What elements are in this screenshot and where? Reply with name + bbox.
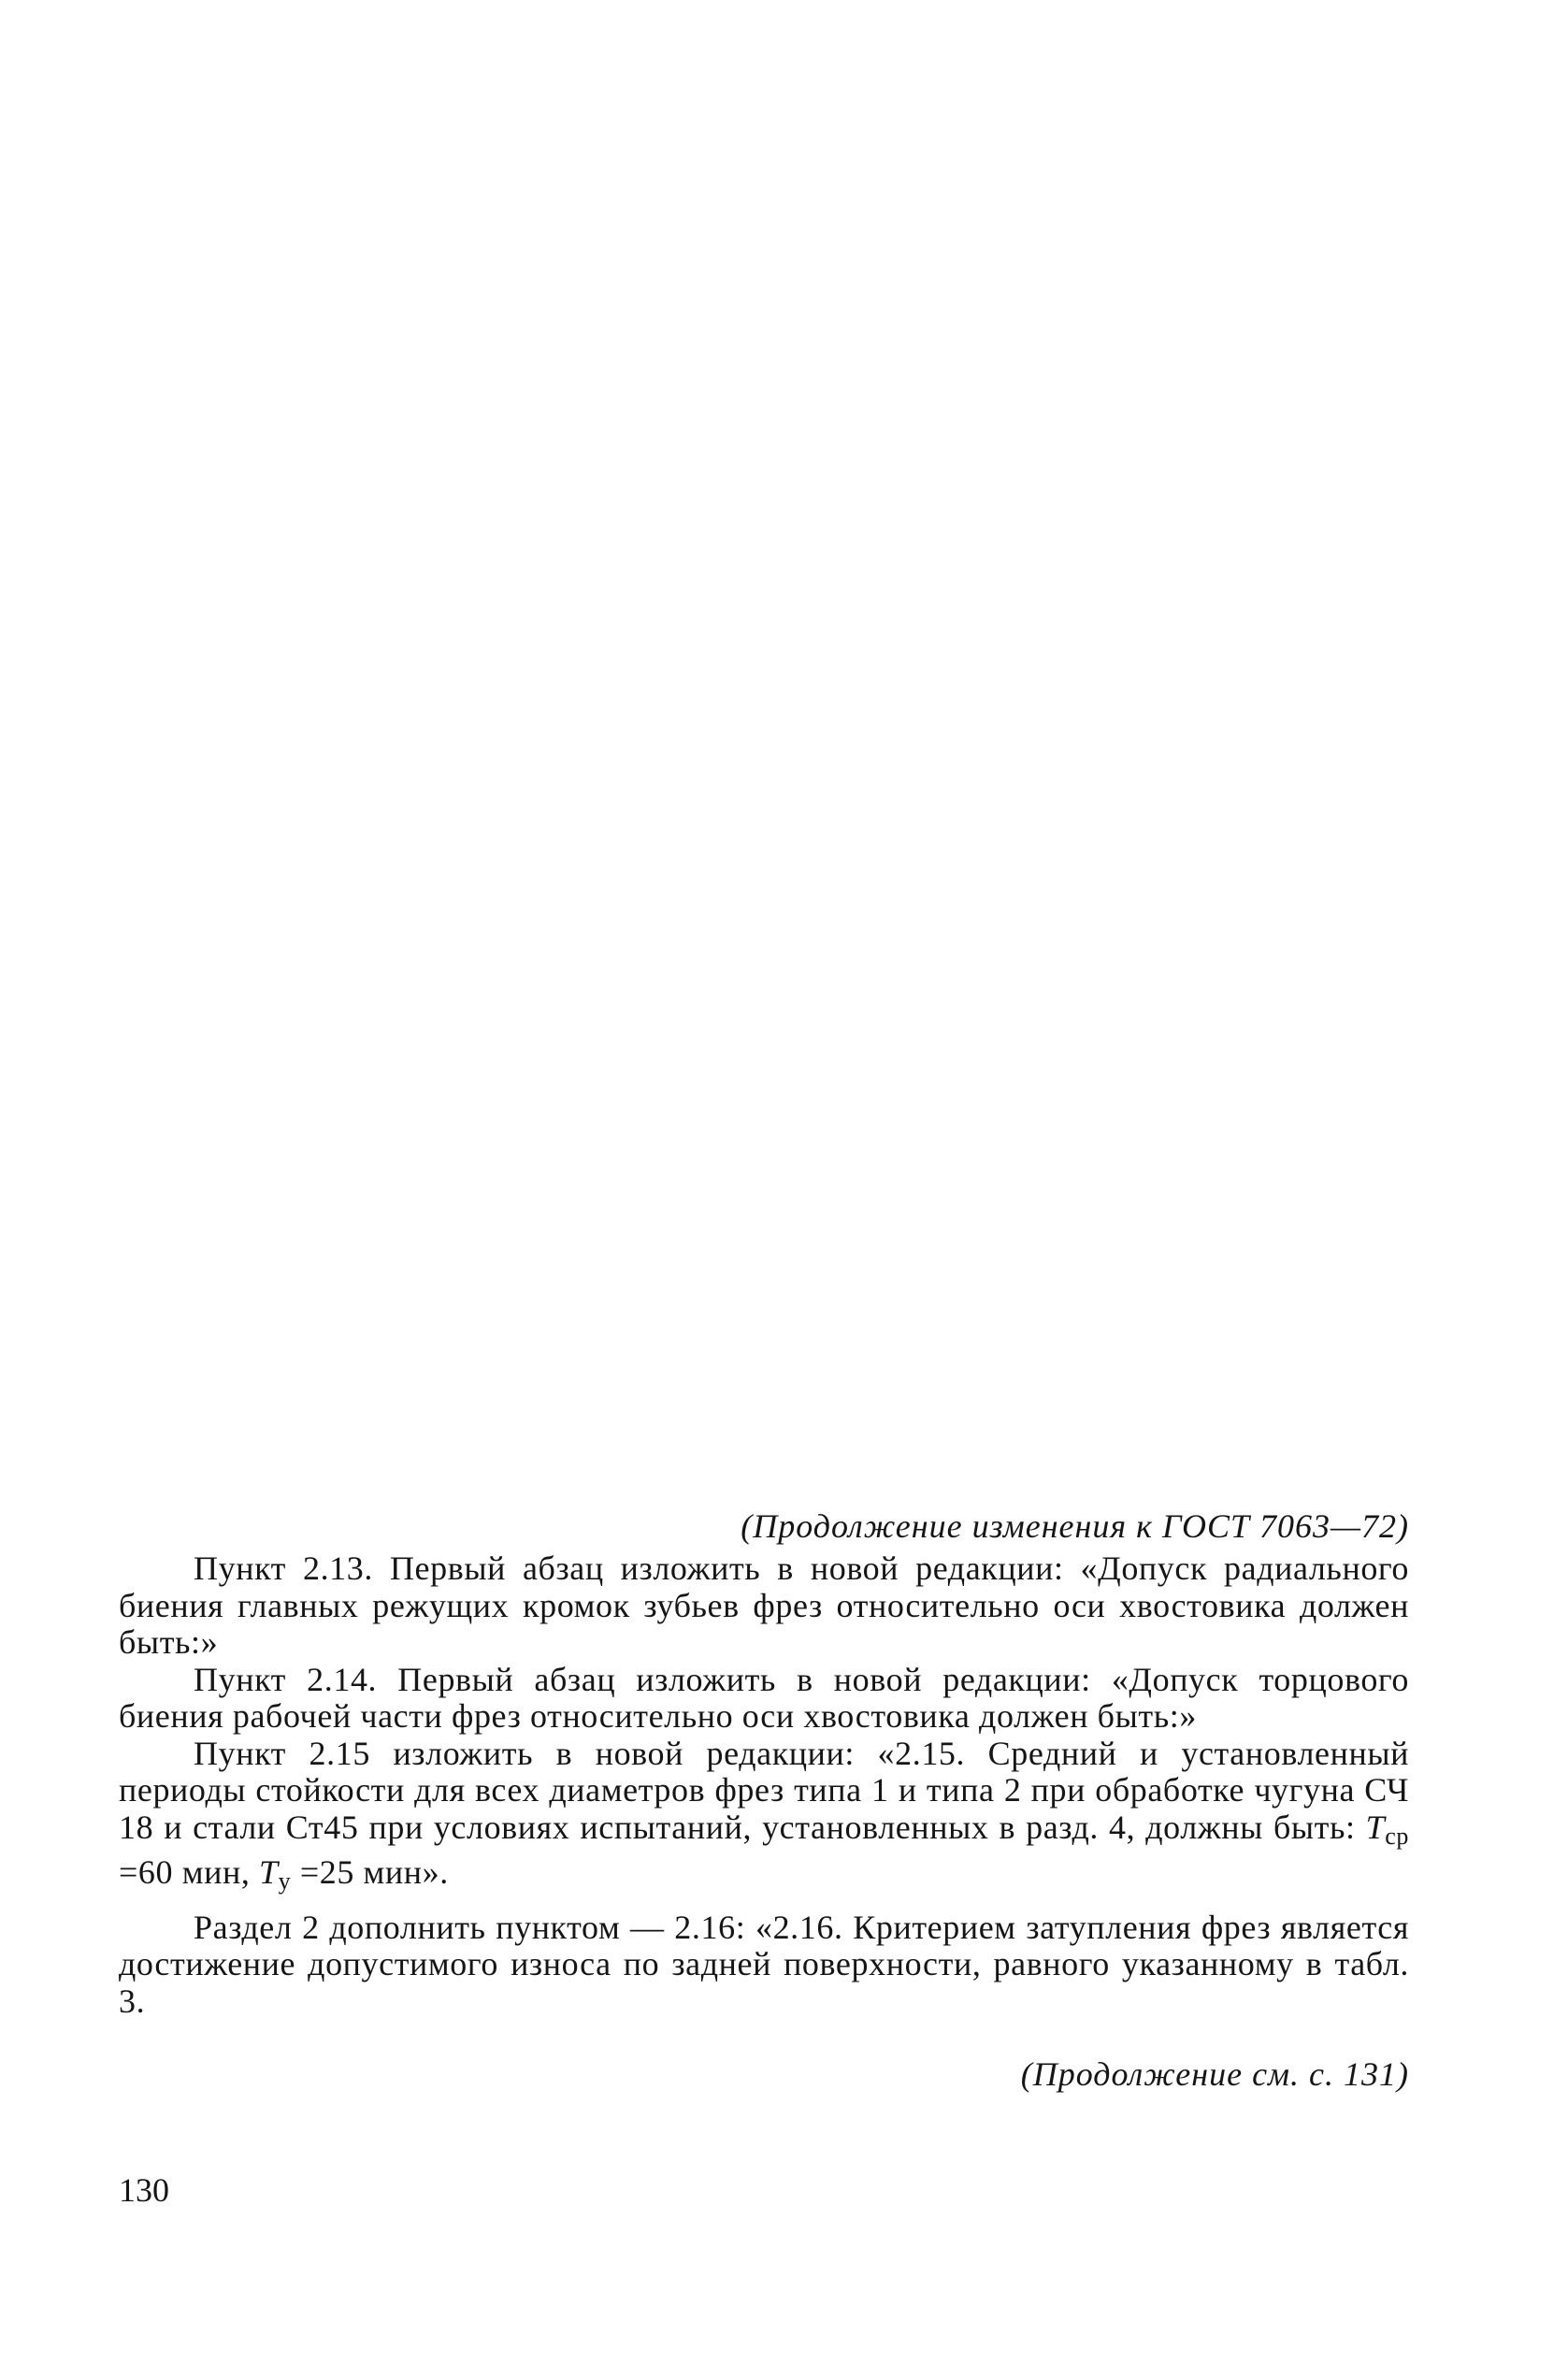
text-block: [119, 1506, 1409, 2095]
t-set-value: =25 мин».: [291, 1853, 449, 1891]
t-set-subscript: у: [278, 1867, 292, 1895]
paragraph-2-16: Раздел 2 дополнить пунктом — 2.16: «2.16. Критерием затупления фрез является достижение допустимого износа по задней поверхности, равного указанному в табл. 3.: [119, 1908, 1409, 2020]
t-avg-symbol: T: [1365, 1808, 1386, 1846]
t-set-symbol: T: [259, 1853, 279, 1891]
t-avg-subscript: ср: [1385, 1822, 1409, 1850]
t-avg-value: =60 мин,: [119, 1853, 260, 1891]
paragraph-2-14: Пункт 2.14. Первый абзац изложить в новой редакции: «Допуск торцового биения рабочей части фрез относительно оси хвостовика должен быть:»: [119, 1660, 1409, 1735]
continuation-footer: (Продолжение см. с. 131): [1020, 2055, 1409, 2093]
paragraph-2-15: [119, 1736, 1409, 1900]
paragraph-2-13: Пункт 2.13. Первый абзац изложить в новой редакции: «Допуск радиального биения главных режущих кромок зубьев фрез относительно оси хвостовика должен быть:»: [119, 1550, 1409, 1661]
paragraph-2-15-lead: Пункт 2.15 изложить в новой редакции: «2.15. Средний и установленный периоды стойкости для всех диаметров фрез типа 1 и типа 2 при обработке чугуна СЧ 18 и стали Ст45 при условиях испытаний, установленных в разд. 4, должны быть:: [119, 1734, 1409, 1846]
page-number: 130: [119, 2171, 169, 2209]
continuation-header: (Продолжение изменения к ГОСТ 7063—72): [741, 1507, 1409, 1545]
